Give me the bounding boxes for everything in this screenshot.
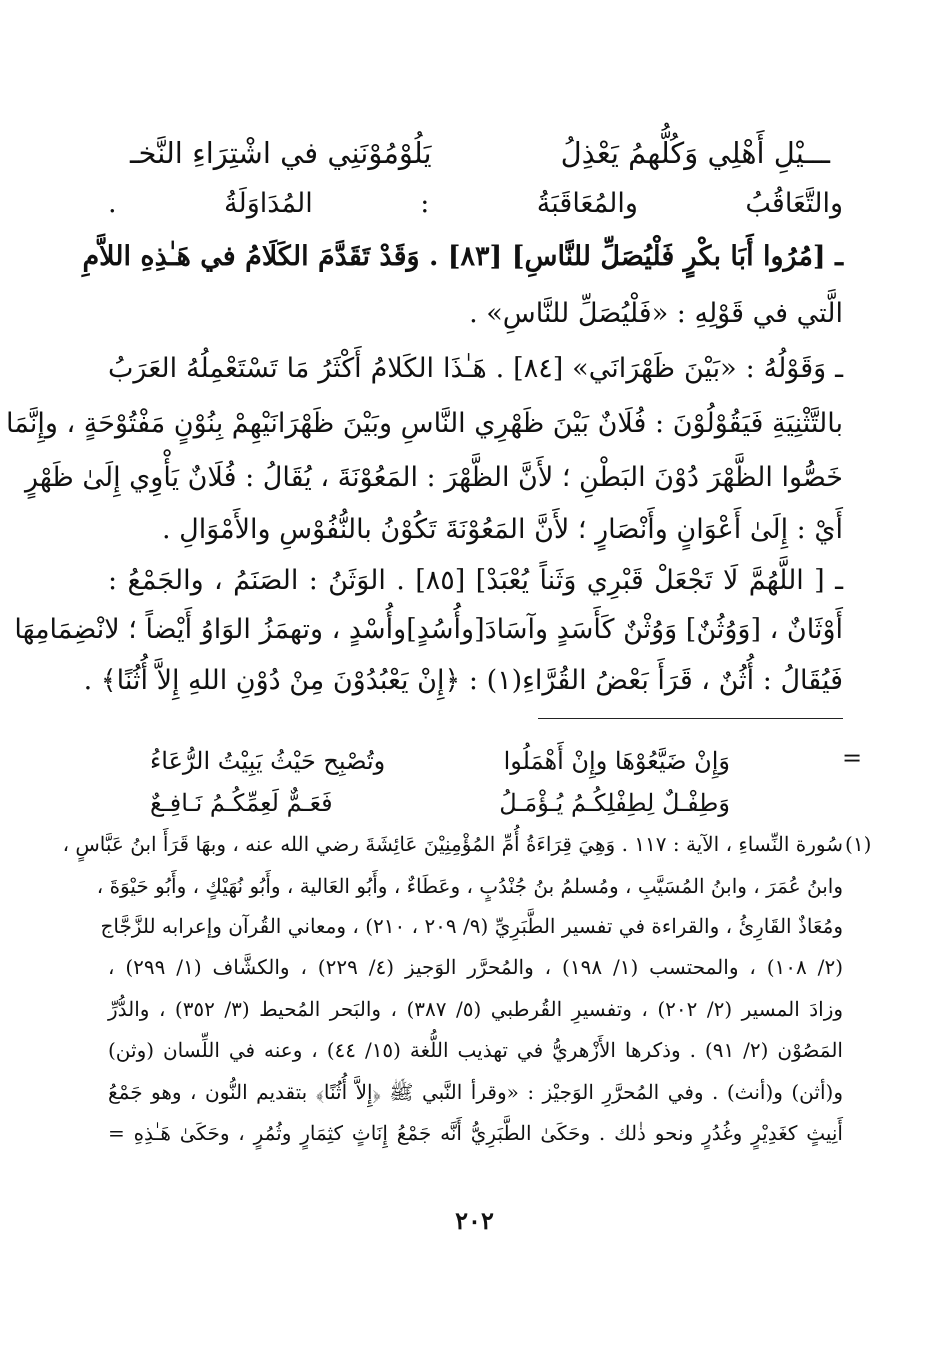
text-line-9: أَوْثَانٌ ، [وَوُثُنٌ] وَوُثْنٌ كَأَسَدٍ وآسَادَ[وأُسُدٍ]وأُسْدٍ ، وتهمَزُ الوَاوُ أَيْضاً ؛ لانْضِمَامِهَا [14,614,843,645]
footnote-poem-left: وَإِنْ ضَيَّعُوْهَا وإِنْ أَهْمَلُوا [503,747,730,775]
text-line-1: والتَّعَاقُبُ والمُعَاقَبَةُ : المُدَاوَلَةُ . [108,188,843,219]
footnote-poem-right: وتُصْبِح حَيْثُ يَبِيْتُ الرُّعَاءُ [150,747,386,775]
text-line-3: الَّتي في قَوْلِهِ : «فَلْيُصَلِّ للنَّاسِ» . [469,298,843,329]
footnote-line-7: و(أثن) و(أنث) . وفي المُحرَّرِ الوَجيْز : «وقرأ النَّبي ﷺ ﴿إِلاَّ أُثُنًا﴾ بتقديم النُّون ، وهو جَمْعُ [108,1080,843,1104]
text-line-10: فَيُقَالُ : أُثُنٌ ، قَرَأَ بَعْضُ القُرَّاءِ(١) : ﴿إِنْ يَعْبُدُوْنَ مِنْ دُوْنِ اللهِ إِلاَّ أُثُنًا﴾ . [83,665,843,696]
page-number: ٢٠٢ [455,1206,494,1235]
footnote-line-8: أَنِيثٍ كغَدِيْرٍ وغُدُرٍ ونحو ذٰلك . وحَكَىٰ الطَّبَرِيُّ أَنَّه جَمْعُ إِنَاثٍ كثِمَارٍ وثُمُرٍ ، وحَكَىٰ هَـٰذِهِ = [108,1121,843,1145]
poem-hemistich-right: يَلُوْمُوْنَنِي في اشْتِرَاءِ النَّخـ [130,136,432,170]
footnote-number: (١) [845,832,872,856]
footnote-poem-verse-1 [150,741,730,781]
footnote-poem-left: وَطِفْـلٌ لِطِفْلِكُـمُ يُـؤْمَـلُ [499,789,730,817]
footnote-separator [538,718,843,719]
text-line-6: خَصُّوا الظَّهْرَ دُوْنَ البَطْنِ ؛ لأَنَّ الظَّهْرَ : المَعُوْنَةَ ، يُقَالُ : فُلَانٌ يَأْوِي إِلَىٰ ظَهْرٍ [24,462,843,493]
footnote-line-2: وابنُ عُمَرَ ، وابنُ المُسَيَّبِ ، ومُسلمُ بنُ جُنْدُبٍ ، وعَطَاءٌ ، وأَبُو العَالية ، وأَبُو نُهَيْكٍ ، وأَبُو حَيْوَةَ ، [96,874,843,898]
footnote-line-3: ومُعَاذٌ القَارِئُ ، والقراءة في تفسير الطَّبَرِيِّ (٩/ ٢٠٩ ، ٢١٠) ، ومعاني القُرآن وإعرابه للزَّجَّاج [100,914,843,938]
continuation-mark: = [842,744,863,772]
text-line-5: بالتَّثْنِيَةِ فَيَقُوْلُوْنَ : فُلَانٌ بَيْنَ ظَهْرِي النَّاسِ وبَيْنَ ظَهْرَانَيْهِمْ بِنُوْنٍ مَفْتُوْحَةٍ ، وإِنَّمَا [6,408,843,439]
poem-hemistich-left: ـــيْلِ أَهْلِي وَكُلُّهمُ يَعْذِلُ [560,136,830,170]
footnote-line-5: وزادَ المسير (٢/ ٢٠٢) ، وتفسيرِ القُرطبي (٥/ ٣٨٧) ، والبَحر المُحيط (٣/ ٣٥٢) ، والدُّرِّ [108,997,844,1021]
text-line-7: أَيْ : إِلَىٰ أَعْوَانٍ وأَنْصَارٍ ؛ لأَنَّ المَعُوْنَةَ تَكُوْنُ بالنُّفُوْسِ والأَمْوَالِ . [161,514,843,545]
text-line-4: ـ وَقَوْلُهُ : «بَيْنَ ظَهْرَانَي» [٨٤] . هَـٰذَا الكَلامُ أَكْثَرُ مَا تَسْتَعْمِلُهُ العَرَبُ [108,353,844,384]
footnote-poem-right: فَعَـمٌّ لَعِمِّكُـمُ نَـافِـعٌ [150,789,333,817]
footnote-line-1: سُورة النِّساءِ ، الآية : ١١٧ . وَهِيَ قِرَاءَةُ أُمِّ المُؤْمِنِيْنَ عَائِشَةَ رضي الله عنه ، وبهَا قَرَأَ ابنُ عَبَّاسٍ ، [62,832,843,856]
footnote-line-6: المَصُوْن (٢/ ٩١) . وذكرها الأَزْهريُّ في تهذيب اللُّغة (١٥/ ٤٤) ، وعنه في اللِّسان (وثن) [108,1038,843,1062]
footnote-poem-verse-2 [150,783,730,823]
poem-verse [130,128,830,178]
text-line-2: ـ [مُرُوا أَبَا بكْرٍ فَلْيُصَلِّ للنَّاسِ] [٨٣] . وَقَدْ تَقَدَّمَ الكَلَامُ في هَـٰذِهِ اللاَّمِ [82,241,843,272]
footnote-line-4: (٢/ ١٠٨) ، والمحتسب (١/ ١٩٨) ، والمُحرَّر الوَجيز (٤/ ٢٢٩) ، والكشَّاف (١/ ٢٩٩) ، [108,955,843,979]
text-line-8: ـ [ اللَّهُمَّ لَا تَجْعَلْ قَبْرِي وَثَناً يُعْبَدْ] [٨٥] . الوَثَنُ : الصَنَمُ ، والجَمْعُ : [108,565,843,596]
